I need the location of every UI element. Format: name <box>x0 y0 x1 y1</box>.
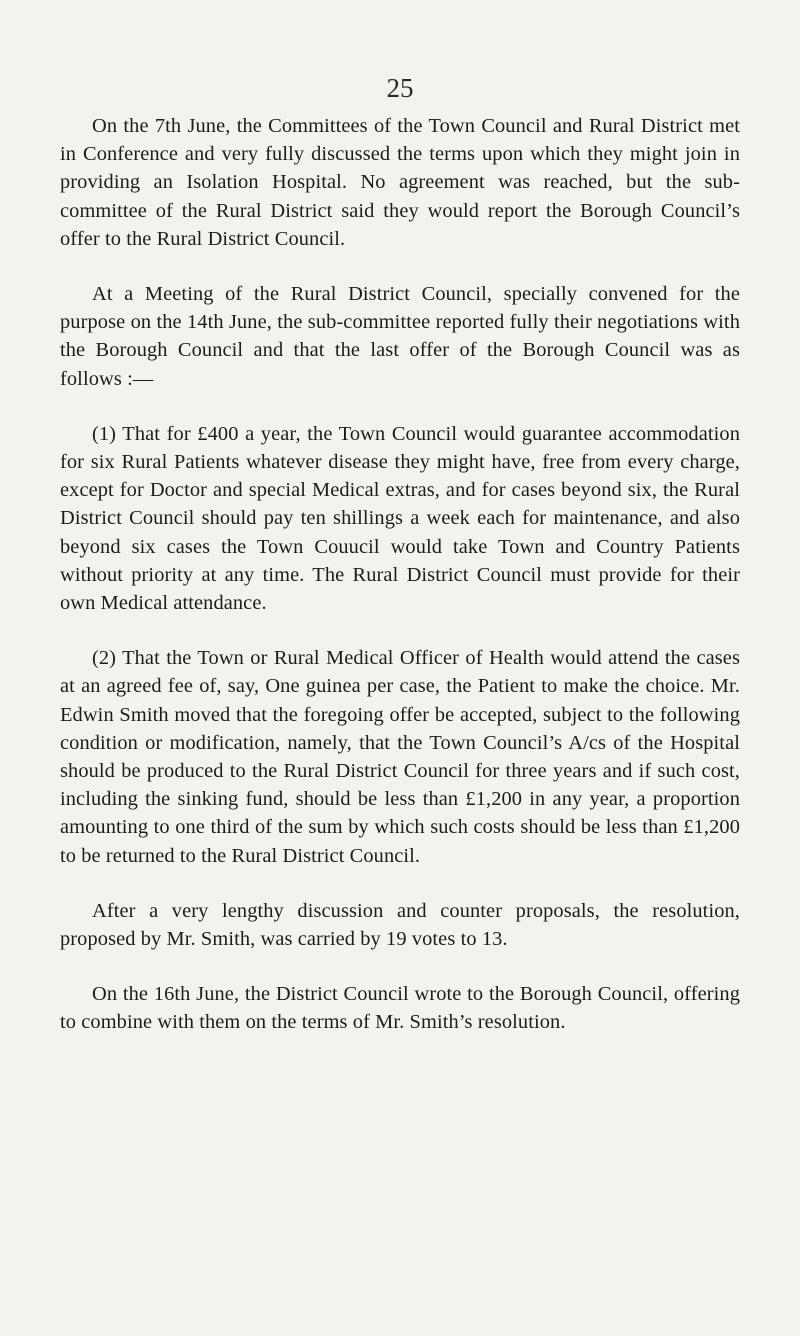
paragraph-resolution: After a very lengthy discussion and counter proposals, the resolution, proposed by Mr. Smith, was carried by 19 votes to 13. <box>60 899 740 951</box>
paragraph-offer-2: (2) That the Town or Rural Medical Officer of Health would attend the cases at an agreed fee of, say, One guinea per case, the Patient to make the choice. Mr. Edwin Smith moved that the foregoing offer be accepted, subject to the following condition or modification, namely, that the Town Council’s A/cs of the Hospital should be produced to the Rural District Council for three years and if such cost, including the sinking fund, should be less than £1,200 in any year, a proportion amounting to one third of the sum by which such costs should be less than £1,200 to be returned to the Rural District Council. <box>60 647 740 867</box>
paragraph-letter: On the 16th June, the District Council wrote to the Borough Council, offering to combine with them on the terms of Mr. Smith’s resolution. <box>60 983 740 1034</box>
paragraph-meeting: At a Meeting of the Rural District Council, specially convened for the purpose on the 14th June, the sub-committee reported fully their negotiations with the Borough Council and that the last offer of the Borough Council was as follows :— <box>60 283 740 390</box>
paragraph-offer-1: (1) That for £400 a year, the Town Council would guarantee accommodation for six Rural Patients whatever disease they might have, free from every charge, except for Doctor and special Medical extras, and for cases beyond six, the Rural District Council should pay ten shillings a week each for maintenance, and also beyond six cases the Town Couucil would take Town and Country Patients without priority at any time. The Rural District Council must provide for their own Medical attendance. <box>60 422 740 615</box>
body-text <box>60 112 740 1037</box>
paragraph-conference: On the 7th June, the Committees of the Town Council and Rural District met in Conference and very fully discussed the terms upon which they might join in providing an Isolation Hospital. No agreement was reached, but the sub-committee of the Rural District said they would report the Borough Council’s offer to the Rural District Council. <box>60 115 740 250</box>
page-number: 25 <box>386 73 414 103</box>
